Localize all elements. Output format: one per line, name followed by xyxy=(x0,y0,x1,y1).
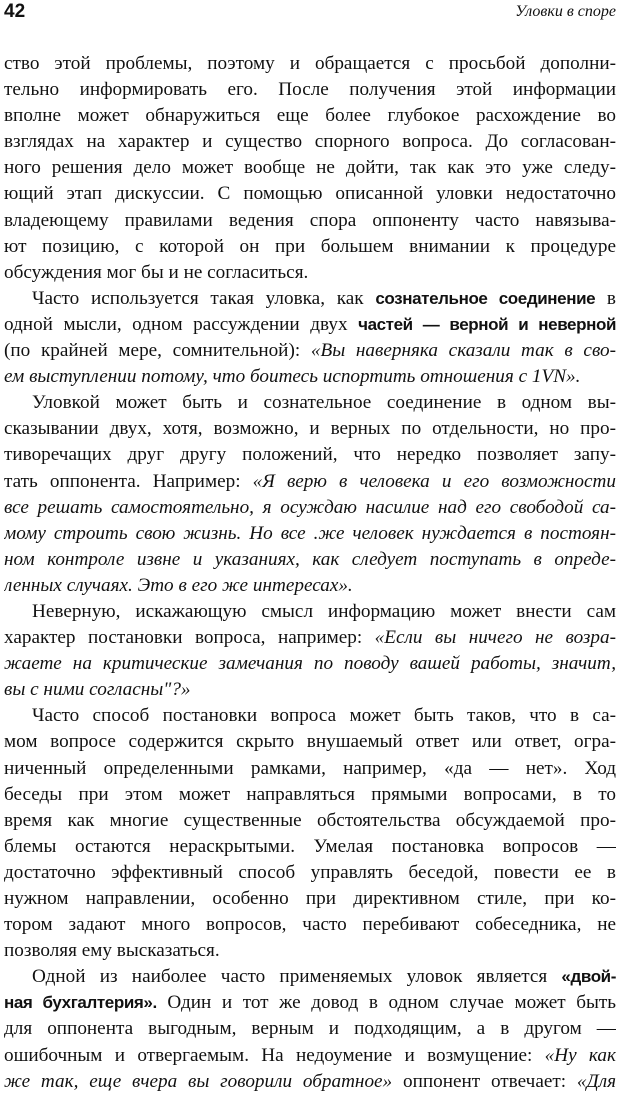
text-line xyxy=(4,312,616,338)
text-line xyxy=(4,1069,616,1095)
text-line: Неверную, искажающую смысл информацию может внести сам xyxy=(32,600,616,622)
text-line: позволяя ему высказаться. xyxy=(4,940,220,962)
running-title: Уловки в споре xyxy=(515,3,616,20)
text-line xyxy=(4,1043,616,1069)
text-line: тельно информировать его. После получения этой информации xyxy=(4,79,616,101)
page-number: 42 xyxy=(4,1,26,22)
text-run: характер постановки вопроса, например: xyxy=(4,627,375,649)
paragraph xyxy=(4,964,616,1094)
text-line: ном контроле извне и указаниях, как следует поступать в опреде- xyxy=(4,548,616,570)
text-line: взглядах на характер и существо спорного вопроса. До согласован- xyxy=(4,131,616,153)
text-line xyxy=(4,990,616,1016)
text-line: все решать самостоятельно, я осуждаю насилие над его свободой са- xyxy=(4,496,616,518)
text-line: блемы остаются нераскрытыми. Умелая постановка вопросов — xyxy=(4,835,616,857)
text-line: Часто способ постановки вопроса может быть таков, что в са- xyxy=(32,705,616,727)
text-line xyxy=(4,364,616,390)
text-line: Уловкой может быть и сознательное соединение в одном вы- xyxy=(32,392,616,414)
text-line xyxy=(4,338,616,364)
text-line xyxy=(4,286,616,312)
text-run: Одной из наиболее часто применяемых уловок является xyxy=(32,966,562,988)
italic-quote: «Вы наверняка сказали так в сво- xyxy=(310,340,616,362)
bold-term: «двой- xyxy=(561,967,616,987)
text-line: обсуждения мог бы и не согласиться. xyxy=(4,261,309,283)
bold-term: сознательное соединение xyxy=(375,288,596,308)
text-line: беседы при этом может направляться прямыми вопросами, в то xyxy=(4,783,616,805)
italic-quote: «Я верю в человека и его возможности xyxy=(252,470,616,492)
text-line: тором задают много вопросов, часто перебивают собеседника, не xyxy=(4,914,616,936)
text-line xyxy=(4,964,616,990)
text-line: вы с ними согласны"?» xyxy=(4,679,191,701)
text-line: ниченный определенными рамками, например, «да — нет». Ход xyxy=(4,757,616,779)
page-body xyxy=(4,51,616,1095)
paragraph xyxy=(4,51,616,286)
paragraph xyxy=(4,599,616,703)
text-run: одной мысли, одном рассуждении двух xyxy=(4,313,359,335)
text-line: тиворечащих друг другу положений, что нередко позволяет запу- xyxy=(4,444,616,466)
text-line: жаете на критические замечания по поводу вашей работы, значит, xyxy=(4,653,616,675)
text-run: ошибочным и отвергаемым. На недоумение и возмущение: xyxy=(4,1044,545,1066)
italic-quote: «Если вы ничего не возра- xyxy=(374,627,616,649)
page-header xyxy=(4,1,616,27)
text-line: ющий этап дискуссии. С помощью описанной уловки недостаточно xyxy=(4,183,616,205)
text-run: Часто используется такая уловка, как xyxy=(32,287,376,309)
text-run: Один и тот же довод в одном случае может быть xyxy=(156,992,616,1014)
text-run: оппонент отвечает: xyxy=(392,1070,577,1092)
text-line: ленных случаях. Это в его же интересах». xyxy=(4,574,353,596)
text-run: тать оппонента. Например: xyxy=(4,470,253,492)
text-line: ного решения дело может вообще не дойти, так как это уже следу- xyxy=(4,157,616,179)
text-line: владеющему правилами ведения спора оппоненту часто навязыва- xyxy=(4,209,616,231)
paragraph xyxy=(4,703,616,964)
text-line: ство этой проблемы, поэтому и обращается с просьбой дополни- xyxy=(4,53,616,74)
text-line: мом вопросе содержится скрыто внушаемый ответ или ответ, огра- xyxy=(4,731,616,753)
bold-term: частей — верной и неверной xyxy=(358,314,616,334)
bold-term: ная бухгалтерия». xyxy=(4,993,157,1013)
text-line: время как многие существенные обстоятельства обсуждаемой про- xyxy=(4,809,616,831)
text-line: мому строить свою жизнь. Но все .же человек нуждается в постоян- xyxy=(4,522,616,544)
text-run: (по крайней мере, сомнительной): xyxy=(4,340,311,362)
text-line: вполне может обнаружиться еще более глубокое расхождение во xyxy=(4,105,616,127)
paragraph xyxy=(4,390,616,599)
italic-quote: «Ну как xyxy=(544,1044,616,1066)
text-line xyxy=(4,625,616,651)
paragraph xyxy=(4,286,616,390)
text-line: для оппонента выгодным, верным и подходящим, а в другом — xyxy=(4,1018,616,1040)
text-line: достаточно эффективный способ управлять беседой, повести ее в xyxy=(4,861,616,883)
italic-quote: же так, еще вчера вы говорили обратное» xyxy=(4,1070,393,1092)
italic-quote: ем выступлении потому, что боитесь испортить отношения с 1VN». xyxy=(4,366,581,388)
text-run: в xyxy=(595,287,616,309)
text-line: сказывании двух, хотя, возможно, и верных по отдельности, но про- xyxy=(4,418,616,440)
text-line: нужном направлении, особенно при директивном стиле, при ко- xyxy=(4,888,616,909)
text-line: ют позицию, с которой он при большем внимании к процедуре xyxy=(4,235,616,257)
italic-quote: «Для xyxy=(576,1070,616,1092)
text-line xyxy=(4,469,616,495)
